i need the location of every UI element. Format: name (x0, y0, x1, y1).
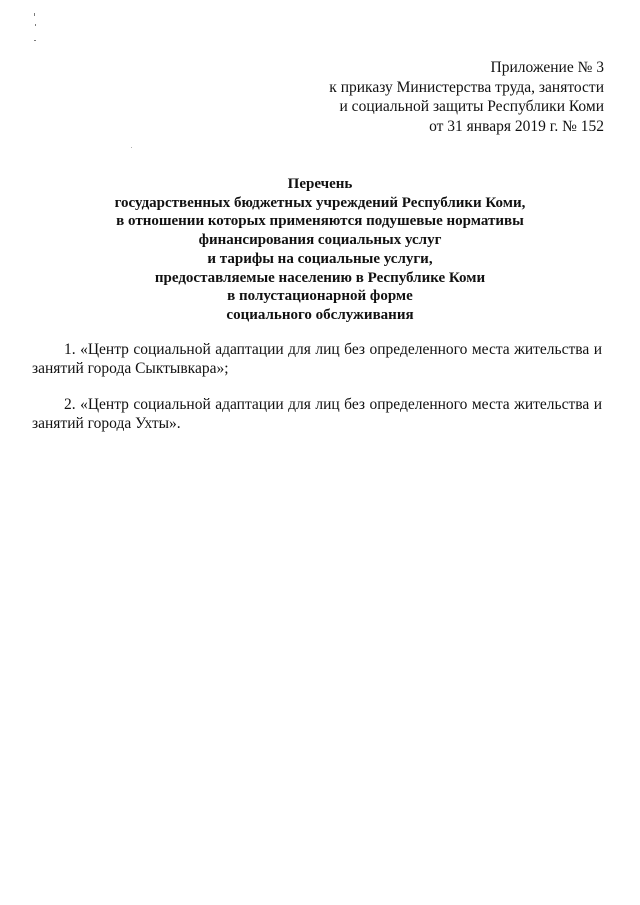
scan-speck (34, 13, 35, 16)
annex-date: от 31 января 2019 г. № 152 (429, 117, 604, 135)
title-line: Перечень (287, 176, 353, 192)
title-line: предоставляемые населению в Республике Коми (154, 269, 486, 286)
document-title (60, 175, 580, 325)
title-line: финансирования социальных услуг (198, 232, 442, 249)
scan-speck (131, 147, 132, 148)
title-line: и тарифы на социальные услуги, (207, 250, 433, 267)
title-line: социального обслуживания (226, 306, 414, 323)
scan-speck (35, 24, 36, 26)
institution-list (32, 340, 602, 450)
scan-speck (34, 40, 36, 41)
list-item: 2. «Центр социальной адаптации для лиц без определенного места жительства и занятий города Ухты». (32, 396, 602, 432)
title-line: государственных бюджетных учреждений Республики Коми, (114, 194, 526, 211)
annex-order-ref: к приказу Министерства труда, занятости (329, 78, 604, 96)
list-item: 1. «Центр социальной адаптации для лиц без определенного места жительства и занятий города Сыктывкара»; (32, 341, 602, 377)
annex-number: Приложение № 3 (490, 59, 604, 76)
annex-ministry: и социальной защиты Республики Коми (339, 98, 604, 115)
title-line: в отношении которых применяются подушевые нормативы (116, 213, 524, 230)
title-line: в полустационарной форме (227, 288, 413, 305)
annex-header (244, 58, 604, 136)
